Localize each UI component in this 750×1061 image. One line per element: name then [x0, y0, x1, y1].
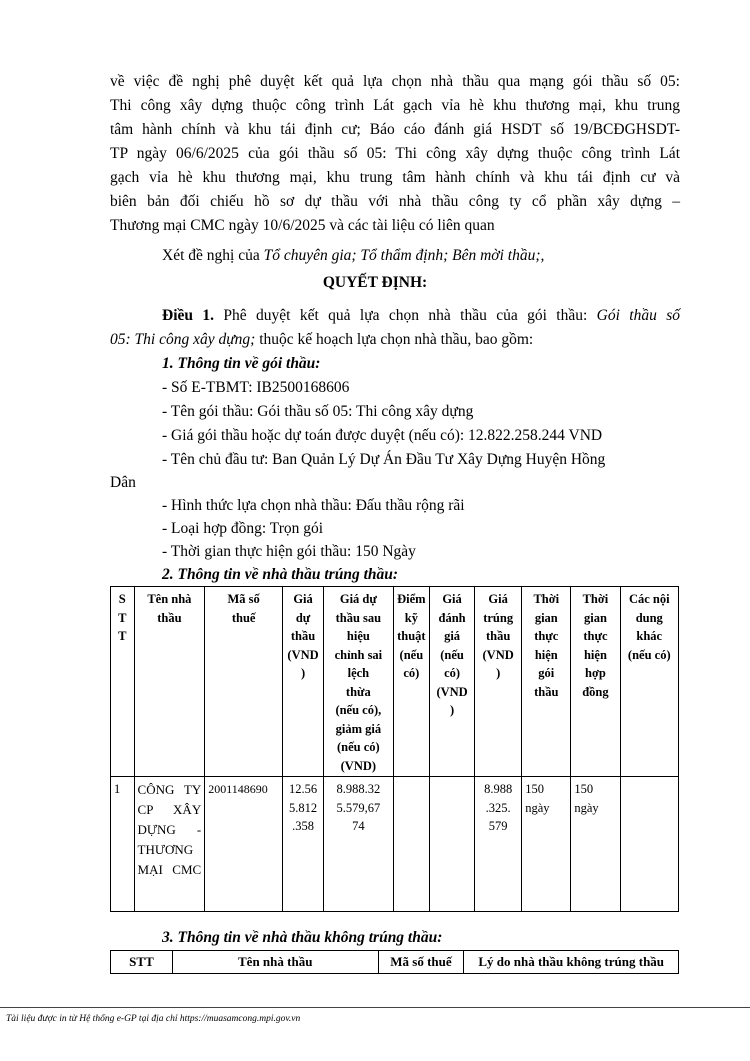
article1-italic1: Gói thầu số: [596, 307, 681, 324]
intro-line-3: tâm hành chính và khu tái định cư; Báo cáo đánh giá HSDT số 19/BCĐGHSDT-: [110, 121, 680, 138]
header-package-time: Thời gian thực hiện gói thầu: [522, 587, 571, 777]
article1-line-1: [110, 304, 680, 328]
header-winning-price: Giá trúng thầu (VND ): [475, 587, 522, 777]
header-tax-code: Mã số thuế: [378, 951, 464, 974]
cell-bidder-name: CÔNG TY CP XÂY DỰNG - THƯƠNG MẠI CMC: [134, 777, 205, 912]
table-header-row: [111, 951, 679, 974]
section1-item-method: - Hình thức lựa chọn nhà thầu: Đấu thầu rộng rãi: [162, 497, 465, 514]
cell-other: [620, 777, 678, 912]
section1-item-duration: - Thời gian thực hiện gói thầu: 150 Ngày: [162, 543, 416, 560]
intro-line-4: TP ngày 06/6/2025 của gói thầu số 05: Thi công xây dựng thuộc công trình Lát: [110, 145, 680, 162]
cell-stt: 1: [111, 777, 135, 912]
section1-item-contract-type: - Loại hợp đồng: Trọn gói: [162, 520, 324, 537]
section1-item-price: - Giá gói thầu hoặc dự toán được duyệt (nếu có): 12.822.258.244 VND: [162, 427, 603, 444]
cell-package-time: 150 ngày: [522, 777, 571, 912]
article1-label: Điều 1.: [162, 307, 215, 324]
article1-italic2: 05: Thi công xây dựng;: [110, 331, 256, 348]
footer-note: Tài liệu được in từ Hệ thống e-GP tại địa chỉ https://muasamcong.mpi.gov.vn: [6, 1014, 301, 1024]
section1-item-etbmt: - Số E-TBMT: IB2500168606: [162, 379, 350, 396]
decision-title: QUYẾT ĐỊNH:: [322, 274, 428, 291]
header-eval-price: Giá đánh giá (nếu có) (VND ): [430, 587, 475, 777]
consider-line: [162, 244, 544, 268]
consider-prefix: Xét đề nghị của: [162, 247, 264, 264]
consider-italic: Tổ chuyên gia; Tổ thẩm định; Bên mời thầu;,: [263, 247, 545, 264]
article1-line-2: [110, 328, 533, 352]
header-tax-code: Mã số thuế: [205, 587, 283, 777]
header-bidder-name: Tên nhà thầu: [172, 951, 378, 974]
header-tech-score: Điểm kỹ thuật (nếu có): [393, 587, 429, 777]
section1-item-investor: - Tên chủ đầu tư: Ban Quản Lý Dự Án Đầu Tư Xây Dựng Huyện Hồng: [162, 451, 606, 468]
cell-contract-time: 150 ngày: [571, 777, 620, 912]
header-bid-price: Giá dự thầu (VND ): [283, 587, 324, 777]
header-bidder-name: Tên nhà thầu: [134, 587, 205, 777]
section2-title: 2. Thông tin về nhà thầu trúng thầu:: [162, 566, 399, 583]
header-adjusted-price: Giá dự thầu sau hiệu chỉnh sai lệch thừa (nếu có), giảm giá (nếu có) (VND): [324, 587, 394, 777]
cell-winning-price: 8.988 .325. 579: [475, 777, 522, 912]
article1-text1: Phê duyệt kết quả lựa chọn nhà thầu của gói thầu:: [214, 307, 597, 324]
cell-tech-score: [393, 777, 429, 912]
cell-eval-price: [430, 777, 475, 912]
intro-line-6: biên bản đối chiếu hồ sơ dự thầu với nhà thầu công ty cổ phần xây dựng –: [110, 193, 680, 210]
footer-divider: [0, 1007, 750, 1008]
article1-text2: thuộc kế hoạch lựa chọn nhà thầu, bao gồm:: [255, 331, 534, 348]
section1-item-investor-wrap: Dân: [110, 474, 136, 491]
header-stt: STT: [111, 951, 173, 974]
section1-title: 1. Thông tin về gói thầu:: [162, 355, 321, 372]
cell-bid-price: 12.56 5.812 .358: [283, 777, 324, 912]
cell-adjusted-price: 8.988.32 5.579,67 74: [324, 777, 394, 912]
cell-tax-code: 2001148690: [205, 777, 283, 912]
table-header-row: [111, 587, 679, 777]
header-stt: S T T: [111, 587, 135, 777]
intro-line-7: Thương mại CMC ngày 10/6/2025 và các tài liệu có liên quan: [110, 217, 495, 234]
section1-item-package-name: - Tên gói thầu: Gói thầu số 05: Thi công xây dựng: [162, 403, 474, 420]
intro-line-1: về việc đề nghị phê duyệt kết quả lựa chọn nhà thầu qua mạng gói thầu số 05:: [110, 73, 680, 90]
winning-bidder-table: [110, 586, 679, 912]
header-other: Các nội dung khác (nếu có): [620, 587, 678, 777]
losing-bidder-table: [110, 950, 679, 974]
table-row: [111, 777, 679, 912]
intro-line-2: Thi công xây dựng thuộc công trình Lát gạch vỉa hè khu thương mại, khu trung: [110, 97, 680, 114]
section3-title: 3. Thông tin về nhà thầu không trúng thầu:: [162, 929, 443, 946]
header-reason: Lý do nhà thầu không trúng thầu: [464, 951, 679, 974]
header-contract-time: Thời gian thực hiện hợp đồng: [571, 587, 620, 777]
intro-line-5: gạch vỉa hè khu thương mại, khu trung tâm hành chính và khu tái định cư và: [110, 169, 680, 186]
